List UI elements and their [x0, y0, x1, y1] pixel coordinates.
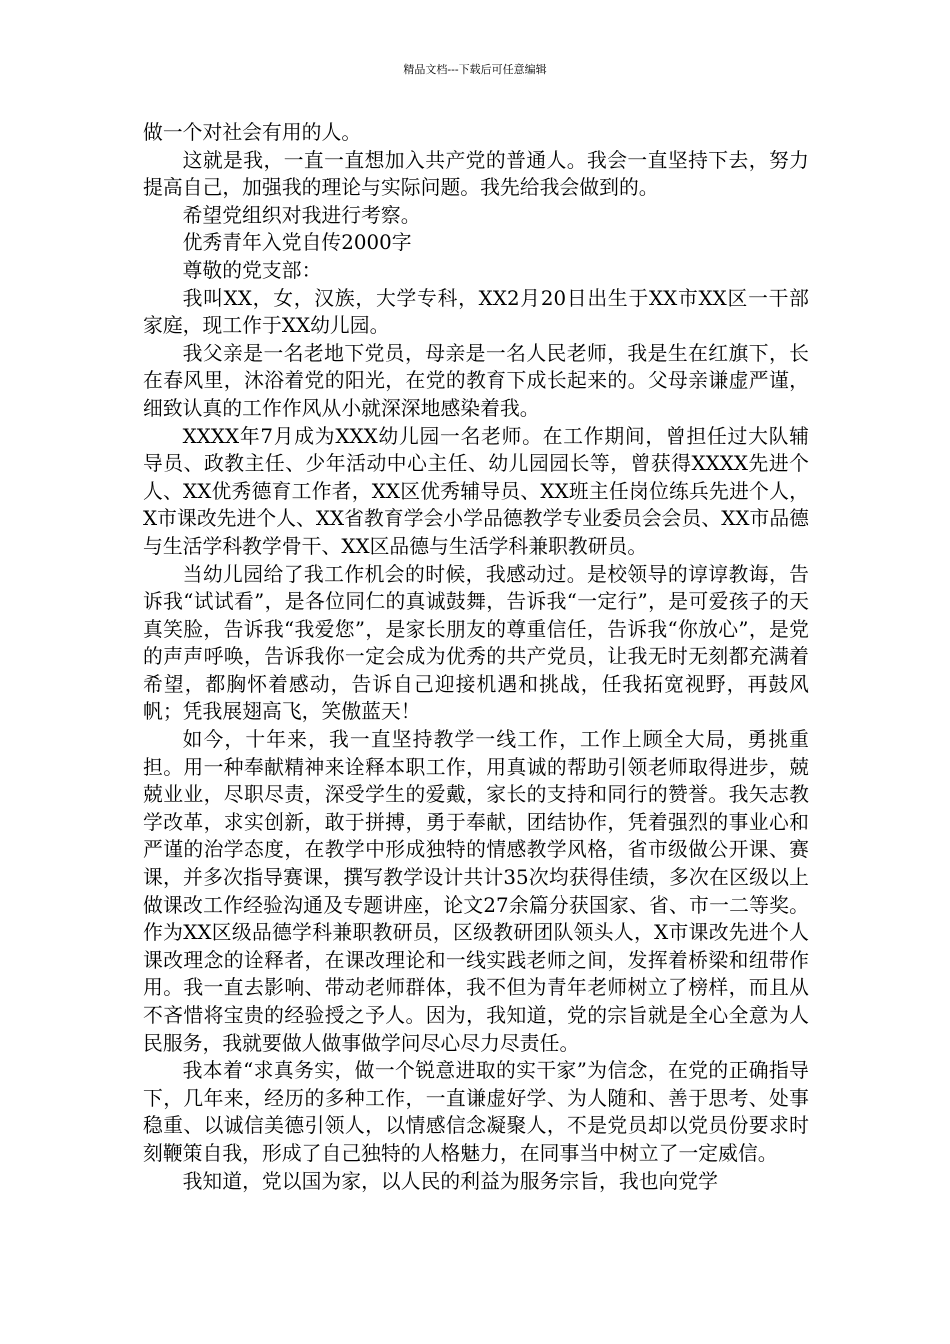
paragraph: 如今，十年来，我一直坚持教学一线工作，工作上顾全大局，勇挑重担。用一种奉献精神来诠释本职工作，用真诚的帮助引领老师取得进步，兢兢业业，尽职尽责，深受学生的爱戴，家长的支持和同行的赞誉。我矢志教学改革，求实创新，敢于拼搏，勇于奉献，团结协作，凭着强烈的事业心和严谨的治学态度，在教学中形成独特的情感教学风格，省市级做公开课、赛课，并多次指导赛课，撰写教学设计共计35次均获得佳绩，多次在区级以上做课改工作经验沟通及专题讲座，论文27余篇分获国家、省、市一二等奖。作为XX区级品德学科兼职教研员，区级教研团队领头人，X市课改先进个人课改理念的诠释者，在课改理论和一线实践老师之间，发挥着桥梁和纽带作用。我一直去影响、带动老师群体，我不但为青年老师树立了榜样，而且从不吝惜将宝贵的经验授之予人。因为，我知道，党的宗旨就是全心全意为人民服务，我就要做人做事做学问尽心尽力尽责任。	[143, 728, 809, 1055]
section-title: 优秀青年入党自传2000字	[182, 231, 412, 255]
paragraph: XXXX年7月成为XXX幼儿园一名老师。在工作期间，曾担任过大队辅导员、政教主任、少年活动中心主任、幼儿园园长等，曾获得XXXX先进个人、XX优秀德育工作者，XX区优秀辅导员、XX班主任岗位练兵先进个人，X市课改先进个人、XX省教育学会小学品德教学专业委员会会员、XX市品德与生活学科教学骨干、XX区品德与生活学科兼职教研员。	[143, 424, 809, 558]
paragraph: 我知道，党以国为家，以人民的利益为服务宗旨，我也向党学	[182, 1169, 719, 1193]
paragraph: 我叫XX，女，汉族，大学专科，XX2月20日出生于XX市XX区一干部家庭，现工作于XX幼儿园。	[143, 286, 809, 338]
paragraph: 希望党组织对我进行考察。	[182, 203, 421, 227]
paragraph: 这就是我，一直一直想加入共产党的普通人。我会一直坚持下去，努力提高自己，加强我的理论与实际问题。我先给我会做到的。	[143, 148, 809, 200]
page-header: 精品文档---下载后可任意编辑	[403, 63, 547, 76]
paragraph: 我本着“求真务实，做一个锐意进取的实干家”为信念，在党的正确指导下，几年来，经历的多种工作，一直谦虚好学、为人随和、善于思考、处事稳重、以诚信美德引领人，以情感信念凝聚人，不是党员却以党员份要求时刻鞭策自我，形成了自己独特的人格魅力，在同事当中树立了一定威信。	[143, 1059, 809, 1165]
paragraph: 做一个对社会有用的人。	[143, 121, 362, 144]
salutation: 尊敬的党支部：	[182, 258, 322, 282]
document-body	[143, 119, 809, 1195]
paragraph: 当幼儿园给了我工作机会的时候，我感动过。是校领导的谆谆教诲，告诉我“试试看”，是各位同仁的真诚鼓舞，告诉我“一定行”，是可爱孩子的天真笑脸，告诉我“我爱您”，是家长朋友的尊重信任，告诉我“你放心”，是党的声声呼唤，告诉我你一定会成为优秀的共产党员，让我无时无刻都充满着希望，都胸怀着感动，告诉自己迎接机遇和挑战，任我拓宽视野，再鼓风帆；凭我展翅高飞，笑傲蓝天！	[143, 562, 809, 724]
paragraph: 我父亲是一名老地下党员，母亲是一名人民老师，我是生在红旗下，长在春风里，沐浴着党的阳光，在党的教育下成长起来的。父母亲谦虚严谨，细致认真的工作作风从小就深深地感染着我。	[143, 341, 809, 420]
